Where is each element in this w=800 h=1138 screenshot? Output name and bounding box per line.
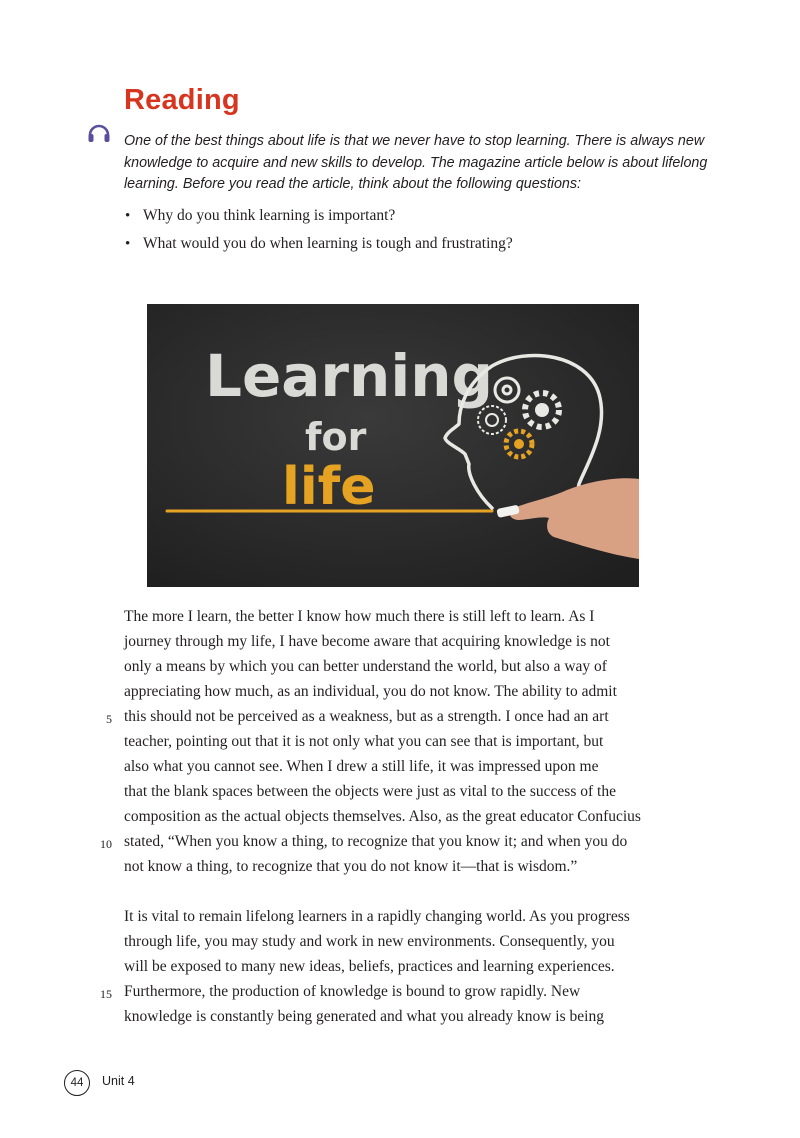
question-text: Why do you think learning is important? (143, 207, 396, 224)
image-word-learning: Learning (205, 342, 494, 410)
section-title: Reading (124, 84, 240, 116)
line-number: 10 (100, 837, 112, 851)
article-line: composition as the actual objects themselves. Also, as the great educator Confucius (124, 808, 641, 825)
intro-line: knowledge to acquire and new skills to develop. The magazine article below is about lifelong (124, 154, 708, 171)
article-line: It is vital to remain lifelong learners in a rapidly changing world. As you progress (124, 908, 630, 925)
image-word-for: for (305, 415, 367, 459)
learning-for-life-image (147, 304, 639, 587)
intro-line: One of the best things about life is that we never have to stop learning. There is always new (124, 133, 705, 149)
article-line: will be exposed to many new ideas, beliefs, practices and learning experiences. (124, 958, 615, 975)
article-line: journey through my life, I have become aware that acquiring knowledge is not (124, 633, 610, 650)
bullet-icon: • (125, 208, 131, 224)
article-line: The more I learn, the better I know how much there is still left to learn. As I (124, 608, 595, 625)
question-text: What would you do when learning is tough and frustrating? (143, 235, 513, 252)
page-number: 44 (64, 1070, 90, 1096)
bullet-icon: • (125, 236, 131, 252)
question-item (124, 206, 513, 234)
article-line: this should not be perceived as a weakness, but as a strength. I once had an art (124, 708, 609, 725)
intro-line: learning. Before you read the article, think about the following questions: (124, 176, 581, 192)
image-word-life: life (282, 457, 376, 517)
unit-label: Unit 4 (102, 1074, 135, 1088)
article-line: also what you cannot see. When I drew a still life, it was impressed upon me (124, 758, 599, 775)
headphones-icon[interactable] (86, 120, 112, 146)
question-item (124, 234, 513, 262)
article-line: only a means by which you can better understand the world, but also a way of (124, 658, 607, 675)
article-line: knowledge is constantly being generated and what you already know is being (124, 1008, 604, 1025)
article-line: not know a thing, to recognize that you do not know it—that is wisdom.” (124, 858, 578, 875)
intro-text (124, 131, 708, 196)
article-line: stated, “When you know a thing, to recognize that you know it; and when you do (124, 833, 628, 850)
article-line: Furthermore, the production of knowledge is bound to grow rapidly. New (124, 983, 581, 1000)
article-line: through life, you may study and work in new environments. Consequently, you (124, 933, 615, 950)
article-line: teacher, pointing out that it is not only what you can see that is important, but (124, 733, 604, 750)
question-list (124, 206, 513, 262)
line-number: 15 (100, 987, 112, 1001)
article-line: appreciating how much, as an individual, you do not know. The ability to admit (124, 683, 617, 700)
line-number: 5 (106, 712, 112, 726)
article-line: that the blank spaces between the objects were just as vital to the success of the (124, 783, 616, 800)
